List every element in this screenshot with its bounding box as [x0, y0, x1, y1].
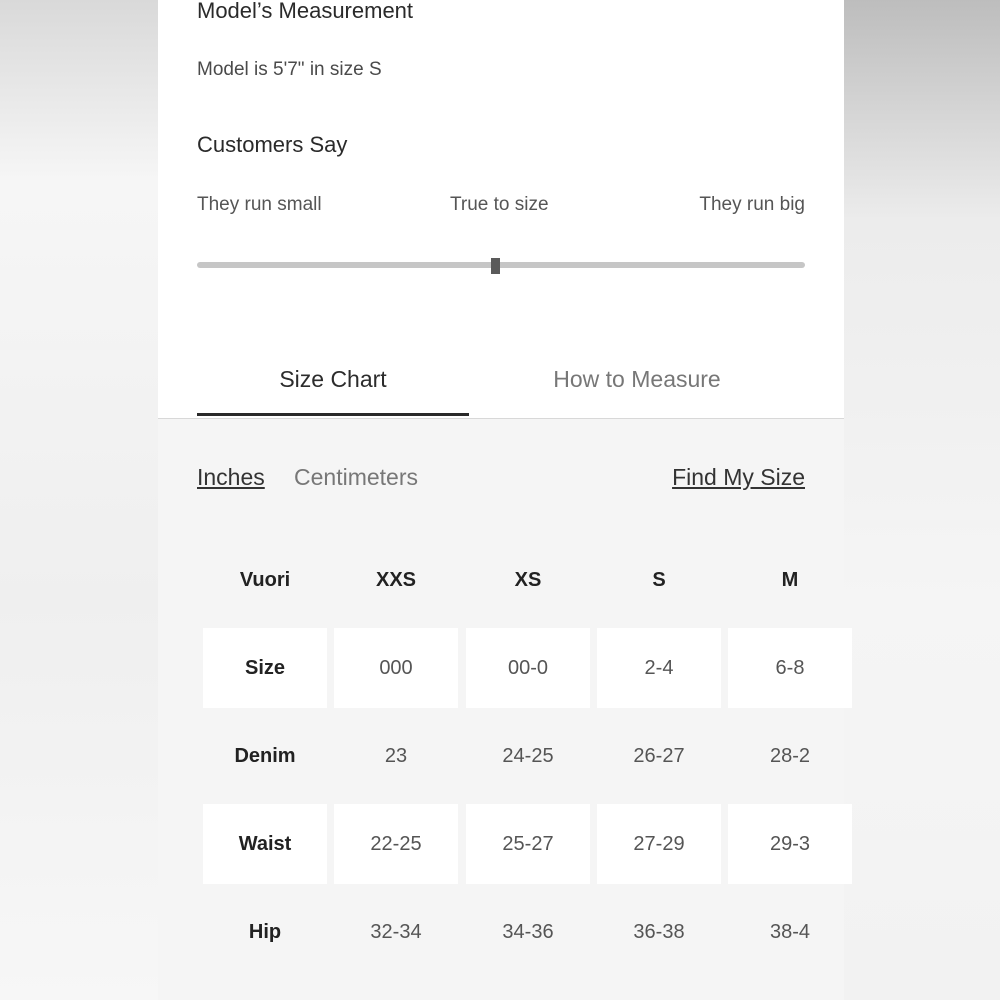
size-guide-panel	[158, 0, 844, 1000]
table-cell: 2-4	[597, 628, 721, 708]
table-cell: 29-3	[728, 804, 852, 884]
table-cell: 000	[334, 628, 458, 708]
table-row-label: Denim	[234, 744, 296, 767]
table-cell: 26-27	[633, 744, 685, 767]
table-header-size: M	[781, 568, 799, 591]
fit-scale-marker	[491, 258, 500, 274]
tab-how-to-measure[interactable]: How to Measure	[553, 366, 721, 392]
background-left	[0, 0, 158, 1000]
table-cell: 22-25	[334, 804, 458, 884]
fit-label-small: They run small	[197, 194, 322, 215]
table-header-size: XS	[514, 568, 542, 591]
table-cell: 32-34	[370, 920, 422, 943]
table-row-label: Size	[203, 628, 327, 708]
table-cell: 23	[384, 744, 408, 767]
table-cell: 00-0	[466, 628, 590, 708]
customers-say-title: Customers Say	[197, 132, 348, 157]
model-measurement-title: Model’s Measurement	[197, 0, 414, 23]
table-header-size: XXS	[375, 568, 417, 591]
fit-label-big: They run big	[699, 194, 805, 215]
table-header-brand: Vuori	[239, 568, 291, 591]
table-cell: 6-8	[728, 628, 852, 708]
table-cell: 27-29	[597, 804, 721, 884]
model-measurement-text: Model is 5'7" in size S	[197, 59, 382, 80]
table-row-label: Waist	[203, 804, 327, 884]
unit-centimeters-link[interactable]: Centimeters	[294, 464, 418, 490]
size-chart-table	[203, 540, 811, 980]
table-cell: 25-27	[466, 804, 590, 884]
table-cell: 24-25	[502, 744, 554, 767]
unit-inches-link[interactable]: Inches	[197, 464, 265, 490]
fit-scale-track	[197, 262, 805, 268]
table-cell: 28-2	[769, 744, 811, 767]
table-row-label: Hip	[248, 920, 282, 943]
table-cell: 38-4	[769, 920, 811, 943]
table-cell: 34-36	[502, 920, 554, 943]
find-my-size-link[interactable]: Find My Size	[672, 464, 805, 490]
active-tab-indicator	[197, 413, 469, 416]
fit-label-true: True to size	[450, 194, 549, 215]
table-cell: 36-38	[633, 920, 685, 943]
fit-info-section	[158, 0, 844, 419]
table-header-size: S	[652, 568, 666, 591]
background-right	[844, 0, 1000, 1000]
tab-size-chart[interactable]: Size Chart	[279, 366, 387, 392]
